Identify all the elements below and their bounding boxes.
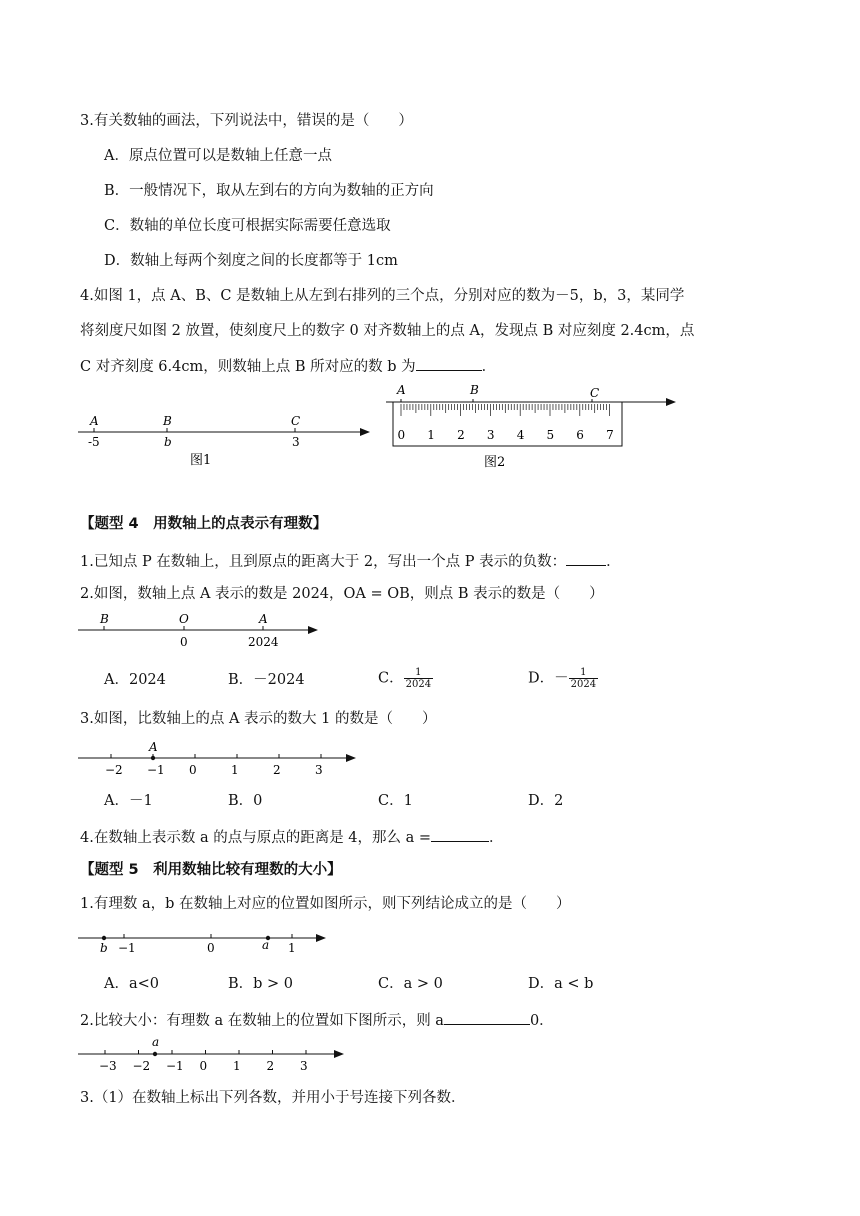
point-a-dot [151, 756, 155, 760]
s4-q2-number-line [78, 610, 328, 652]
s5-q1-label-a: a [262, 938, 270, 952]
answer-blank[interactable] [566, 551, 606, 566]
point-a-dot [153, 1052, 157, 1056]
s5-q1-stem: 1.有理数 a，b 在数轴上对应的位置如图所示，则下列结论成立的是（ ） [80, 896, 571, 912]
ruler-number: 7 [606, 428, 614, 442]
s4-q1 [80, 551, 621, 572]
answer-blank[interactable] [444, 1010, 530, 1025]
s4-q3-stem: 3.如图，比数轴上的点 A 表示的数大 1 的数是（ ） [80, 711, 437, 727]
fig2-label-b: B [470, 383, 479, 397]
axis-tick-label: 0 [199, 1059, 208, 1073]
fraction [404, 667, 433, 690]
q4-line-1: 4.如图 1，点 A、B、C 是数轴上从左到右排列的三个点，分别对应的数为－5，b，3，某同学 [80, 288, 685, 304]
s5-q2-text: 2.比较大小：有理数 a 在数轴上的位置如下图所示，则 a [80, 1013, 444, 1029]
fraction-numerator: 1 [569, 667, 598, 679]
q3-option-d: D．数轴上每两个刻度之间的长度都等于 1cm [104, 253, 398, 269]
fig2-label-a: A [397, 383, 406, 397]
section-5-title: 【题型 5 利用数轴比较有理数的大小】 [80, 862, 342, 878]
q4-end: ． [481, 359, 497, 375]
s5-q1-label-minus1: −1 [118, 941, 136, 955]
s5-q1-label-0: 0 [207, 941, 215, 955]
answer-blank[interactable] [416, 356, 482, 371]
s5-q2-end: 0． [529, 1013, 554, 1029]
fig1-label-a: A [90, 414, 99, 428]
q3-stem: 3.有关数轴的画法，下列说法中，错误的是（ ） [80, 113, 413, 129]
q4-line-2: 将刻度尺如图 2 放置，使刻度尺上的数字 0 对齐数轴上的点 A，发现点 B 对应刻度 2.4cm，点 [80, 323, 695, 339]
axis-tick-label: −2 [132, 1059, 151, 1073]
s4-q2-option-d-prefix: D．－ [528, 670, 569, 687]
s5-q3: 3.（1）在数轴上标出下列各数，并用小于号连接下列各数． [80, 1090, 466, 1106]
s4-q2-option-c-prefix: C． [378, 670, 404, 687]
axis-tick-label: −1 [147, 763, 165, 777]
s4-q2-option-d [528, 667, 598, 690]
s4-q2-label-a: A [259, 612, 268, 626]
ruler-number: 5 [546, 428, 555, 442]
fig1-label-b: B [163, 414, 172, 428]
axis-tick-label: 3 [315, 763, 323, 777]
s4-q4 [80, 827, 504, 848]
axis-tick-label: 1 [231, 763, 239, 777]
s5-q2-label-a: a [152, 1035, 160, 1049]
s5-q1-label-b: b [100, 941, 108, 955]
s5-q1-option-c: C．a > 0 [378, 976, 443, 992]
s4-q2-option-a: A．2024 [104, 672, 166, 688]
axis-tick-label: 3 [300, 1059, 308, 1073]
q3-option-c: C．数轴的单位长度可根据实际需要任意选取 [104, 218, 391, 234]
ruler-number: 1 [427, 428, 435, 442]
ruler-number: 6 [576, 428, 584, 442]
fraction [569, 667, 598, 690]
s4-q3-option-d: D．2 [528, 793, 564, 809]
fig1-label-c: C [291, 414, 301, 428]
fig2-label-c: C [590, 386, 600, 400]
fig2-caption: 图2 [484, 455, 506, 470]
s5-q1-option-a: A．a<0 [104, 976, 159, 992]
s4-q2-label-o: O [179, 612, 189, 626]
section-4-title: 【题型 4 用数轴上的点表示有理数】 [80, 516, 328, 532]
point-b-dot [102, 936, 106, 940]
fraction-denominator: 2024 [570, 679, 597, 690]
ruler-number: 4 [516, 428, 525, 442]
q3-option-b: B．一般情况下，取从左到右的方向为数轴的正方向 [104, 183, 434, 199]
figure-1-number-line [78, 410, 378, 470]
q3-ticks [105, 754, 323, 777]
axis-tick-label: −1 [166, 1059, 184, 1073]
s4-q1-text: 1.已知点 P 在数轴上，且到原点的距离大于 2，写出一个点 P 表示的负数： [80, 554, 567, 570]
q4-line-3-text: C 对齐刻度 6.4cm，则数轴上点 B 所对应的数 b 为 [80, 359, 416, 375]
figure-2-ruler [386, 382, 686, 472]
fig1-value-c: 3 [292, 435, 300, 449]
axis-tick-label: 2 [273, 763, 281, 777]
s4-q3-option-b: B．0 [228, 793, 263, 809]
s5-q1-option-b: B．b > 0 [228, 976, 294, 992]
s5-q2 [80, 1010, 554, 1031]
s4-q4-text: 4.在数轴上表示数 a 的点与原点的距离是 4，那么 a = [80, 830, 432, 846]
axis-tick-label: 2 [266, 1059, 275, 1073]
fraction-denominator: 2024 [405, 679, 432, 690]
ruler-number: 3 [486, 428, 495, 442]
ruler-number: 0 [397, 428, 406, 442]
q4-line-3 [80, 356, 496, 377]
s4-q2-value-0: 0 [180, 635, 188, 649]
s5-q2-number-line [78, 1034, 358, 1076]
s5-q1-label-1: 1 [288, 941, 296, 955]
fraction-numerator: 1 [404, 667, 433, 679]
fig1-caption: 图1 [190, 453, 212, 468]
s4-q2-option-b: B．－2024 [228, 672, 305, 688]
s4-q3-option-c: C．1 [378, 793, 413, 809]
s4-q4-end: ． [489, 830, 504, 846]
fig1-value-b: b [164, 435, 172, 449]
s4-q2-value-2024: 2024 [248, 635, 279, 649]
s4-q3-label-a: A [149, 740, 158, 754]
s4-q2-option-c [378, 667, 433, 690]
axis-tick-label: −2 [105, 763, 123, 777]
answer-blank[interactable] [431, 827, 489, 842]
axis-tick-label: 0 [189, 763, 197, 777]
s4-q3-option-a: A．－1 [104, 793, 153, 809]
s5-q2-ticks [99, 1050, 308, 1073]
axis-tick-label: 1 [233, 1059, 241, 1073]
s5-q1-number-line [78, 918, 338, 960]
fig1-value-a: -5 [88, 435, 100, 449]
s4-q3-number-line [78, 738, 368, 780]
s4-q2-stem: 2.如图，数轴上点 A 表示的数是 2024，OA = OB，则点 B 表示的数是（ ） [80, 586, 604, 602]
s4-q2-label-b: B [100, 612, 109, 626]
ruler-number: 2 [457, 428, 465, 442]
axis-tick-label: −3 [99, 1059, 117, 1073]
s5-q1-option-d: D．a < b [528, 976, 594, 992]
s4-q1-end: ． [606, 554, 621, 570]
q3-option-a: A．原点位置可以是数轴上任意一点 [104, 148, 332, 164]
ruler-numbers [398, 428, 614, 442]
